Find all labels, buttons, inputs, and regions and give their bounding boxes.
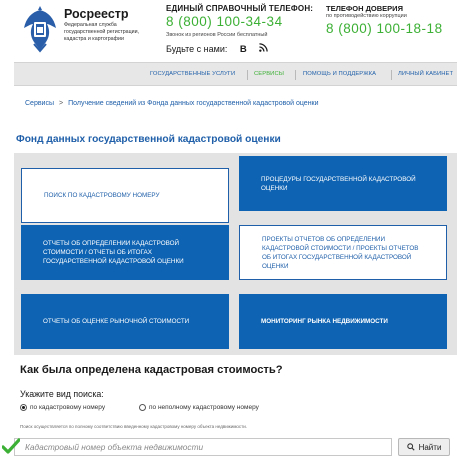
trust-line-title: ТЕЛЕФОН ДОВЕРИЯ xyxy=(326,4,403,13)
nav-divider xyxy=(295,70,296,80)
vk-icon[interactable]: B xyxy=(239,44,247,55)
tile-search-by-number[interactable]: ПОИСК ПО КАДАСТРОВОМУ НОМЕРУ xyxy=(21,168,229,223)
breadcrumb-root[interactable]: Сервисы xyxy=(25,100,55,107)
nav-item-help[interactable]: ПОМОЩЬ И ПОДДЕРЖКА xyxy=(303,71,377,77)
magnifier-icon xyxy=(407,443,415,451)
radio-partial-number[interactable] xyxy=(139,404,259,411)
logo-subtitle: Федеральная служба государственной регистрации, кадастра и картографии xyxy=(64,22,140,42)
main-nav xyxy=(14,62,457,86)
tile-report-drafts[interactable]: ПРОЕКТЫ ОТЧЕТОВ ОБ ОПРЕДЕЛЕНИИ КАДАСТРОВОЙ СТОИМОСТИ / ПРОЕКТЫ ОТЧЕТОВ ОБ ИТОГАХ ГОСУДАРСТВЕННОЙ КАДАСТРОВОЙ ОЦЕНКИ xyxy=(239,225,447,280)
trust-line-subtitle: по противодействию коррупции xyxy=(326,13,407,19)
radio-label: по неполному кадастровому номеру xyxy=(149,404,259,411)
logo-name[interactable]: Росреестр xyxy=(64,7,129,21)
tile-market-valuation[interactable]: ОТЧЕТЫ ОБ ОЦЕНКЕ РЫНОЧНОЙ СТОИМОСТИ xyxy=(21,294,229,349)
social-label: Будьте с нами: xyxy=(166,44,228,54)
nav-item-services[interactable]: СЕРВИСЫ xyxy=(254,71,284,77)
trust-line-phone[interactable]: 8 (800) 100-18-18 xyxy=(326,21,443,36)
cadastral-number-input[interactable] xyxy=(14,438,392,456)
hotline-phone[interactable]: 8 (800) 100-34-34 xyxy=(166,14,283,29)
site-header xyxy=(0,0,457,62)
breadcrumb-current[interactable]: Получение сведений из Фонда данных государственной кадастровой оценки xyxy=(68,100,319,107)
service-tiles xyxy=(14,153,457,355)
radio-button[interactable] xyxy=(139,404,146,411)
radio-full-number[interactable] xyxy=(20,404,105,411)
tile-reports[interactable]: ОТЧЕТЫ ОБ ОПРЕДЕЛЕНИИ КАДАСТРОВОЙ СТОИМОСТИ / ОТЧЕТЫ ОБ ИТОГАХ ГОСУДАРСТВЕННОЙ КАДАСТРОВОЙ ОЦЕНКИ xyxy=(21,225,229,280)
rss-icon[interactable] xyxy=(259,43,268,55)
radio-button[interactable] xyxy=(20,404,27,411)
hotline-title: ЕДИНЫЙ СПРАВОЧНЫЙ ТЕЛЕФОН: xyxy=(166,4,314,13)
hotline-note: Звонок из регионов России бесплатный xyxy=(166,32,268,38)
search-button-label: Найти xyxy=(418,442,442,452)
social-links xyxy=(166,43,268,55)
tile-procedures[interactable]: ПРОЦЕДУРЫ ГОСУДАРСТВЕННОЙ КАДАСТРОВОЙ ОЦЕНКИ xyxy=(239,156,447,211)
nav-item-gov-services[interactable]: ГОСУДАРСТВЕННЫЕ УСЛУГИ xyxy=(150,71,236,77)
search-note: Поиск осуществляется по полному соответствию введенному кадастровому номеру объекта недвижимости. xyxy=(20,424,248,429)
nav-divider xyxy=(247,70,248,80)
nav-item-account[interactable]: ЛИЧНЫЙ КАБИНЕТ xyxy=(398,71,454,77)
breadcrumb-separator: > xyxy=(59,100,64,107)
page-title: Фонд данных государственной кадастровой оценки xyxy=(16,134,281,145)
search-kind-label: Укажите вид поиска: xyxy=(20,389,104,399)
radio-label: по кадастровому номеру xyxy=(30,404,106,411)
search-question: Как была определена кадастровая стоимость? xyxy=(20,364,283,376)
search-button[interactable] xyxy=(398,438,450,456)
eagle-emblem-icon[interactable] xyxy=(22,4,58,54)
breadcrumb xyxy=(25,100,319,107)
nav-divider xyxy=(391,70,392,80)
green-checkmark-icon xyxy=(2,438,20,456)
tile-market-monitoring[interactable]: МОНИТОРИНГ РЫНКА НЕДВИЖИМОСТИ xyxy=(239,294,447,349)
